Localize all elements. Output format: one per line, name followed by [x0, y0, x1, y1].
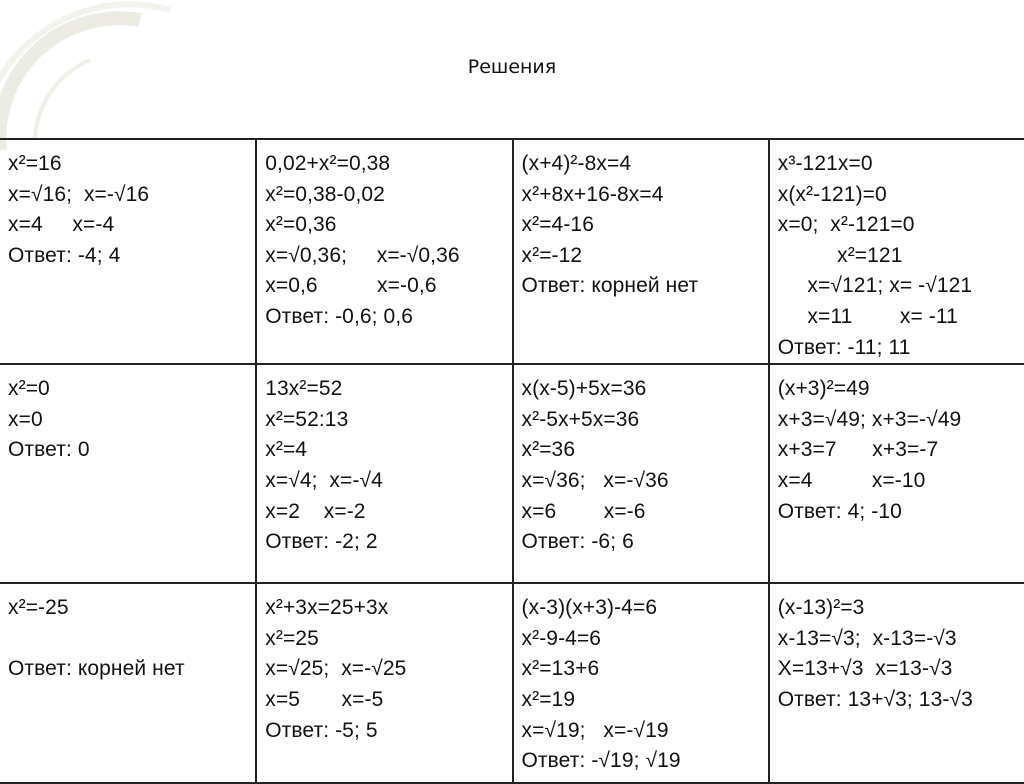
solution-line: x²=-12	[521, 243, 583, 267]
solution-line: Ответ: -2; 2	[265, 530, 378, 554]
solution-cell	[769, 364, 1024, 583]
solution-line: x+3=7 x+3=-7	[777, 438, 939, 462]
solution-line: Ответ: корней нет	[521, 274, 699, 298]
solution-cell	[769, 583, 1024, 783]
solution-line: x=6 x=-6	[521, 499, 646, 523]
solution-line: 0,02+x²=0,38	[265, 152, 391, 175]
solution-line: Ответ: -6; 6	[521, 530, 634, 554]
solution-line: x²=0,38-0,02	[265, 182, 385, 206]
solution-line: x²-5x+5x=36	[521, 407, 640, 431]
solution-line: (x+3)²=49	[777, 377, 870, 401]
solution-line: x=0; x²-121=0	[777, 213, 915, 237]
solution-line: 13x²=52	[265, 377, 343, 401]
solution-line: Ответ: -5; 5	[265, 718, 378, 742]
solution-line: x=√16; x=-√16	[8, 182, 150, 206]
solution-line: x=5 x=-5	[265, 687, 384, 711]
solution-line: x=√121; x= -√121	[777, 274, 973, 298]
solution-line: (x+4)²-8x=4	[521, 152, 632, 175]
solution-line: (x-3)(x+3)-4=6	[521, 596, 658, 620]
solution-line: x²-9-4=6	[521, 626, 602, 650]
slide-title: Решения	[467, 56, 557, 78]
solution-line: x=√0,36; x=-√0,36	[265, 243, 460, 267]
solution-line: x²=0	[8, 377, 50, 401]
solution-line: x(x²-121)=0	[777, 182, 887, 206]
solution-cell	[769, 139, 1024, 364]
solution-cell	[513, 583, 769, 783]
solution-line: (x-13)²=3	[777, 596, 865, 620]
solution-line: Ответ: -11; 11	[777, 335, 911, 359]
solution-line: x=4 x=-10	[777, 468, 926, 492]
solution-line: Ответ: 0	[8, 438, 90, 462]
solution-line: x²=25	[265, 626, 319, 650]
solution-line: x²=16	[8, 152, 62, 175]
solution-line: x²=-25	[8, 596, 69, 620]
solution-line: x=0,6 x=-0,6	[265, 274, 437, 298]
solution-line: x+3=√49; x+3=-√49	[777, 407, 962, 431]
solution-line	[8, 624, 255, 655]
solution-line: x-13=√3; x-13=-√3	[777, 626, 957, 650]
solution-line: x²=121	[777, 243, 903, 267]
solution-line: x²=13+6	[521, 657, 600, 681]
solution-line: x²=19	[521, 687, 576, 711]
solution-line: x=√19; x=-√19	[521, 718, 669, 742]
solution-line: Ответ: -√19; √19	[521, 749, 681, 773]
solution-cell	[0, 364, 256, 583]
solution-line: Ответ: 13+√3; 13-√3	[777, 687, 973, 711]
solution-cell	[513, 139, 769, 364]
solution-line: x²=4	[265, 438, 308, 462]
solution-line: Ответ: -0,6; 0,6	[265, 304, 414, 328]
table-row	[0, 583, 1024, 783]
solution-line: x²=36	[521, 438, 576, 462]
solution-line: x=4 x=-4	[8, 213, 115, 237]
solution-line: Ответ: -4; 4	[8, 243, 121, 267]
solution-cell	[256, 364, 512, 583]
solution-line: x²+3x=25+3x	[265, 596, 389, 620]
solution-line: x=√25; x=-√25	[265, 657, 407, 681]
solution-cell	[513, 364, 769, 583]
solution-cell	[256, 583, 512, 783]
solution-cell	[256, 139, 512, 364]
solution-line: x=2 x=-2	[265, 499, 366, 523]
solution-line: x³-121x=0	[777, 152, 873, 175]
table-row	[0, 364, 1024, 583]
solution-line: x²=0,36	[265, 213, 337, 237]
solution-line: x²+8x+16-8x=4	[521, 182, 664, 206]
solution-line: x²=52:13	[265, 407, 349, 431]
solution-line: x=√4; x=-√4	[265, 468, 383, 492]
solution-line: X=13+√3 x=13-√3	[777, 657, 953, 681]
solution-line: Ответ: корней нет	[8, 657, 185, 681]
solution-cell	[0, 139, 256, 364]
table-row	[0, 139, 1024, 364]
solutions-table	[0, 138, 1024, 784]
solution-line: x=√36; x=-√36	[521, 468, 669, 492]
solution-cell	[0, 583, 256, 783]
solution-line: Ответ: 4; -10	[777, 499, 902, 523]
solution-line: x=0	[8, 407, 43, 431]
solution-line: x²=4-16	[521, 213, 594, 237]
solution-line: x(x-5)+5x=36	[521, 377, 647, 401]
solution-line: x=11 x= -11	[777, 304, 958, 328]
